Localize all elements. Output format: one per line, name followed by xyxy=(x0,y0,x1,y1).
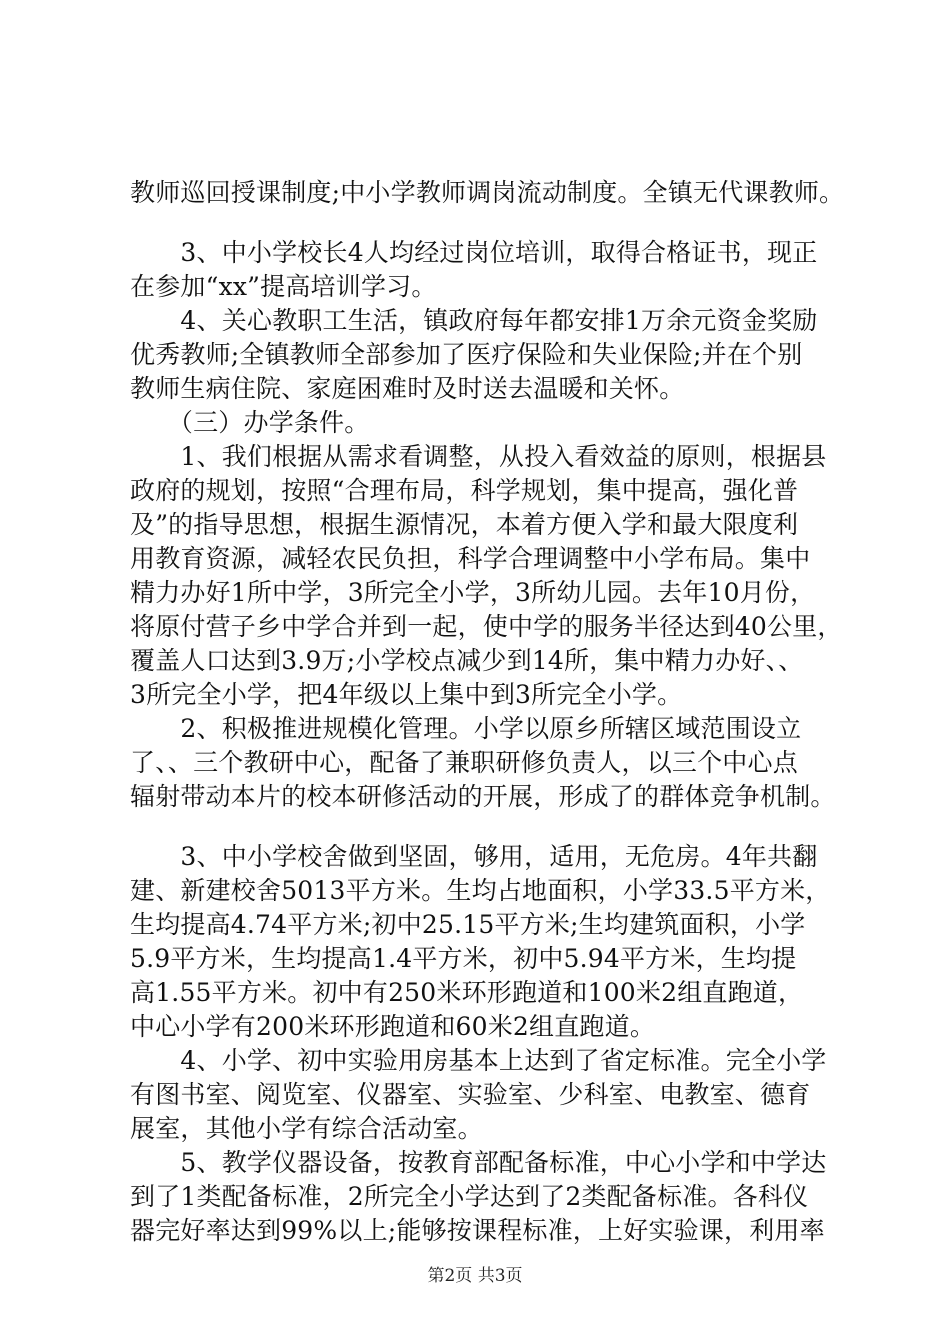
text-line: 建、新建校舍5013平方米。生均占地面积，小学33.5平方米， xyxy=(130,876,831,905)
text-line: 2、积极推进规模化管理。小学以原乡所辖区域范围设立 xyxy=(130,714,802,743)
text-line: 生均提高4.74平方米;初中25.15平方米;生均建筑面积，小学 xyxy=(130,910,806,939)
text-line: 3、中小学校舍做到坚固，够用，适用，无危房。4年共翻 xyxy=(130,842,818,871)
text-line: 辐射带动本片的校本研修活动的开展，形成了的群体竞争机制。 xyxy=(130,782,836,811)
text-line: 覆盖人口达到3.9万;小学校点减少到14所，集中精力办好、、 xyxy=(130,646,804,675)
text-line: 高1.55平方米。初中有250米环形跑道和100米2组直跑道， xyxy=(130,978,804,1007)
text-line: 优秀教师;全镇教师全部参加了医疗保险和失业保险;并在个别 xyxy=(130,340,803,369)
text-line: 政府的规划，按照“合理布局，科学规划，集中提高，强化普 xyxy=(130,476,799,505)
text-line: 有图书室、阅览室、仪器室、实验室、少科室、电教室、德育 xyxy=(130,1080,811,1109)
text-line: 教师巡回授课制度;中小学教师调岗流动制度。全镇无代课教师。 xyxy=(130,178,845,207)
text-line: 及”的指导思想，根据生源情况，本着方便入学和最大限度利 xyxy=(130,510,799,539)
text-line: 了、、三个教研中心，配备了兼职研修负责人，以三个中心点 xyxy=(130,748,798,777)
text-line: 用教育资源，减轻农民负担，科学合理调整中小学布局。集中 xyxy=(130,544,811,573)
text-line: 器完好率达到99%以上;能够按课程标准，上好实验课，利用率 xyxy=(130,1216,825,1245)
page-number-footer: 第2页 共3页 xyxy=(427,1266,523,1286)
text-line: 4、关心教职工生活，镇政府每年都安排1万余元资金奖励 xyxy=(130,306,818,335)
text-line: 到了1类配备标准，2所完全小学达到了2类配备标准。各科仪 xyxy=(130,1182,809,1211)
section-heading: （三）办学条件。 xyxy=(130,408,370,437)
text-line: 3、中小学校长4人均经过岗位培训，取得合格证书，现正 xyxy=(130,238,818,267)
text-line: 中心小学有200米环形跑道和60米2组直跑道。 xyxy=(130,1012,656,1041)
text-line: 4、小学、初中实验用房基本上达到了省定标准。完全小学 xyxy=(130,1046,827,1075)
text-line: 教师生病住院、家庭困难时及时送去温暖和关怀。 xyxy=(130,374,685,403)
text-line: 展室，其他小学有综合活动室。 xyxy=(130,1114,483,1143)
text-line: 精力办好1所中学，3所完全小学，3所幼儿园。去年10月份， xyxy=(130,578,816,607)
text-line: 5.9平方米，生均提高1.4平方米，初中5.94平方米，生均提 xyxy=(130,944,797,973)
text-line: 1、我们根据从需求看调整，从投入看效益的原则，根据县 xyxy=(130,442,827,471)
text-line: 将原付营子乡中学合并到一起，使中学的服务半径达到40公里， xyxy=(130,612,843,641)
text-line: 在参加“xx”提高培训学习。 xyxy=(130,272,437,301)
text-line: 3所完全小学，把4年级以上集中到3所完全小学。 xyxy=(130,680,683,709)
text-line: 5、教学仪器设备，按教育部配备标准，中心小学和中学达 xyxy=(130,1148,827,1177)
